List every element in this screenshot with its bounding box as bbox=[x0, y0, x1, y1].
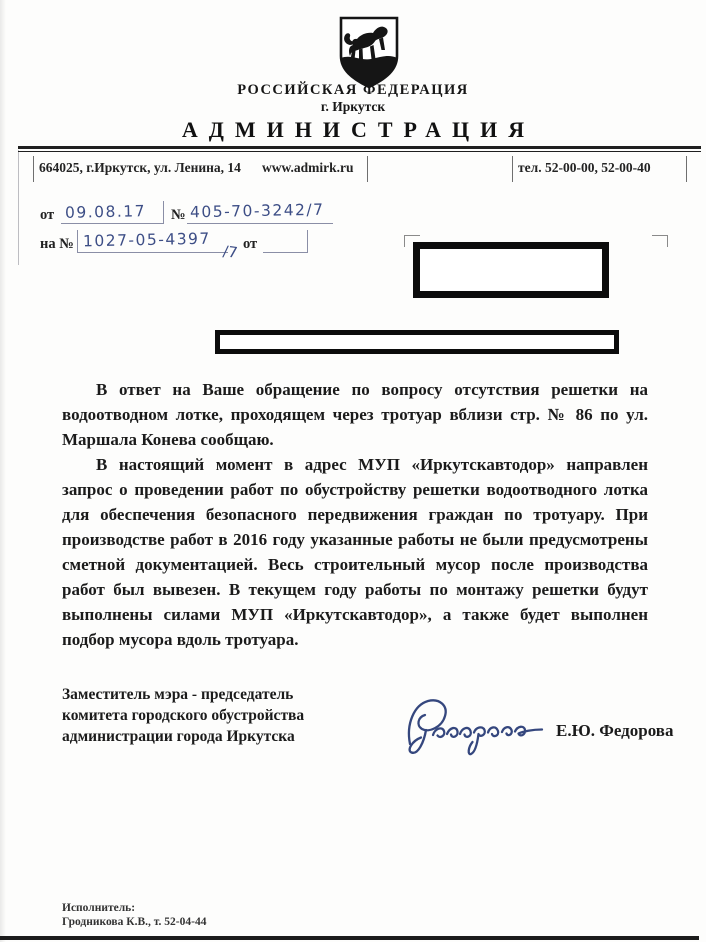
redaction-box-subject bbox=[215, 330, 619, 354]
irkutsk-coat-of-arms-icon bbox=[336, 16, 402, 90]
reply-date-label: от bbox=[243, 236, 258, 252]
handwritten-signature bbox=[396, 690, 546, 768]
reply-number-label: на № bbox=[40, 236, 74, 252]
ref-date-label: от bbox=[40, 207, 55, 223]
body-paragraph: В настоящий момент в адрес МУП «Иркутскавтодор» направлен запрос о проведении работ по обустройству решетки водоотводного лотка для обеспечения безопасного передвижения граждан по тротуару. При производстве работ в 2016 году указанные работы не были предусмотрены сметной документацией. Весь строительный мусор после производства работ был вывезен. В текущем году работы по монтажу решетки будут выполнены силами МУП «Иркутскавтодор», а также будет выполнен подбор мусора вдоль тротуара. bbox=[62, 455, 648, 649]
letterhead-address: 664025, г.Иркутск, ул. Ленина, 14 bbox=[39, 160, 241, 175]
country-line: РОССИЙСКАЯ ФЕДЕРАЦИЯ bbox=[237, 82, 469, 98]
signature-position-line: комитета городского обустройства bbox=[62, 707, 305, 724]
handwritten-reply-suffix: /7 bbox=[221, 242, 239, 262]
handwritten-number: 405-70-3242/7 bbox=[189, 200, 325, 222]
letterhead-separator bbox=[686, 156, 687, 182]
scan-left-line bbox=[18, 150, 19, 265]
org-title: АДМИНИСТРАЦИЯ bbox=[181, 117, 536, 142]
scan-bottom-edge bbox=[0, 936, 699, 940]
letterhead-website: www.admirk.ru bbox=[262, 160, 354, 175]
signature-position-line: администрации города Иркутска bbox=[62, 728, 295, 745]
letter-body bbox=[62, 377, 648, 652]
ref-date-field bbox=[61, 201, 164, 224]
executor-block bbox=[62, 901, 206, 929]
reply-date-field-empty bbox=[263, 230, 308, 253]
letterhead-phone: тел. 52-00-00, 52-00-40 bbox=[518, 160, 651, 175]
reply-number-field bbox=[77, 230, 228, 253]
handwritten-date: 09.08.17 bbox=[64, 202, 147, 222]
body-paragraph: В ответ на Ваше обращение по вопросу отсутствия решетки на водоотводном лотке, проходящем через тротуар вблизи стр. № 86 по ул. Маршала Конева сообщаю. bbox=[62, 380, 648, 449]
signature-position-block bbox=[62, 684, 382, 747]
letterhead-separator bbox=[367, 156, 368, 182]
ref-number-field bbox=[187, 201, 333, 224]
letterhead-separator bbox=[33, 156, 34, 182]
ref-number-label: № bbox=[171, 207, 186, 223]
executor-label: Исполнитель: bbox=[62, 902, 136, 914]
signer-name: Е.Ю. Федорова bbox=[556, 721, 674, 740]
city-line: г. Иркутск bbox=[320, 99, 386, 114]
redaction-box-recipient bbox=[413, 242, 609, 298]
executor-value: Гродникова К.В., т. 52-04-44 bbox=[62, 916, 207, 928]
handwritten-reply-number: 1027-05-4397 bbox=[82, 229, 211, 251]
crop-mark-right bbox=[652, 235, 668, 247]
letterhead-separator bbox=[512, 156, 513, 182]
signature-position-line: Заместитель мэра - председатель bbox=[62, 686, 294, 703]
header-double-rule bbox=[18, 146, 701, 152]
